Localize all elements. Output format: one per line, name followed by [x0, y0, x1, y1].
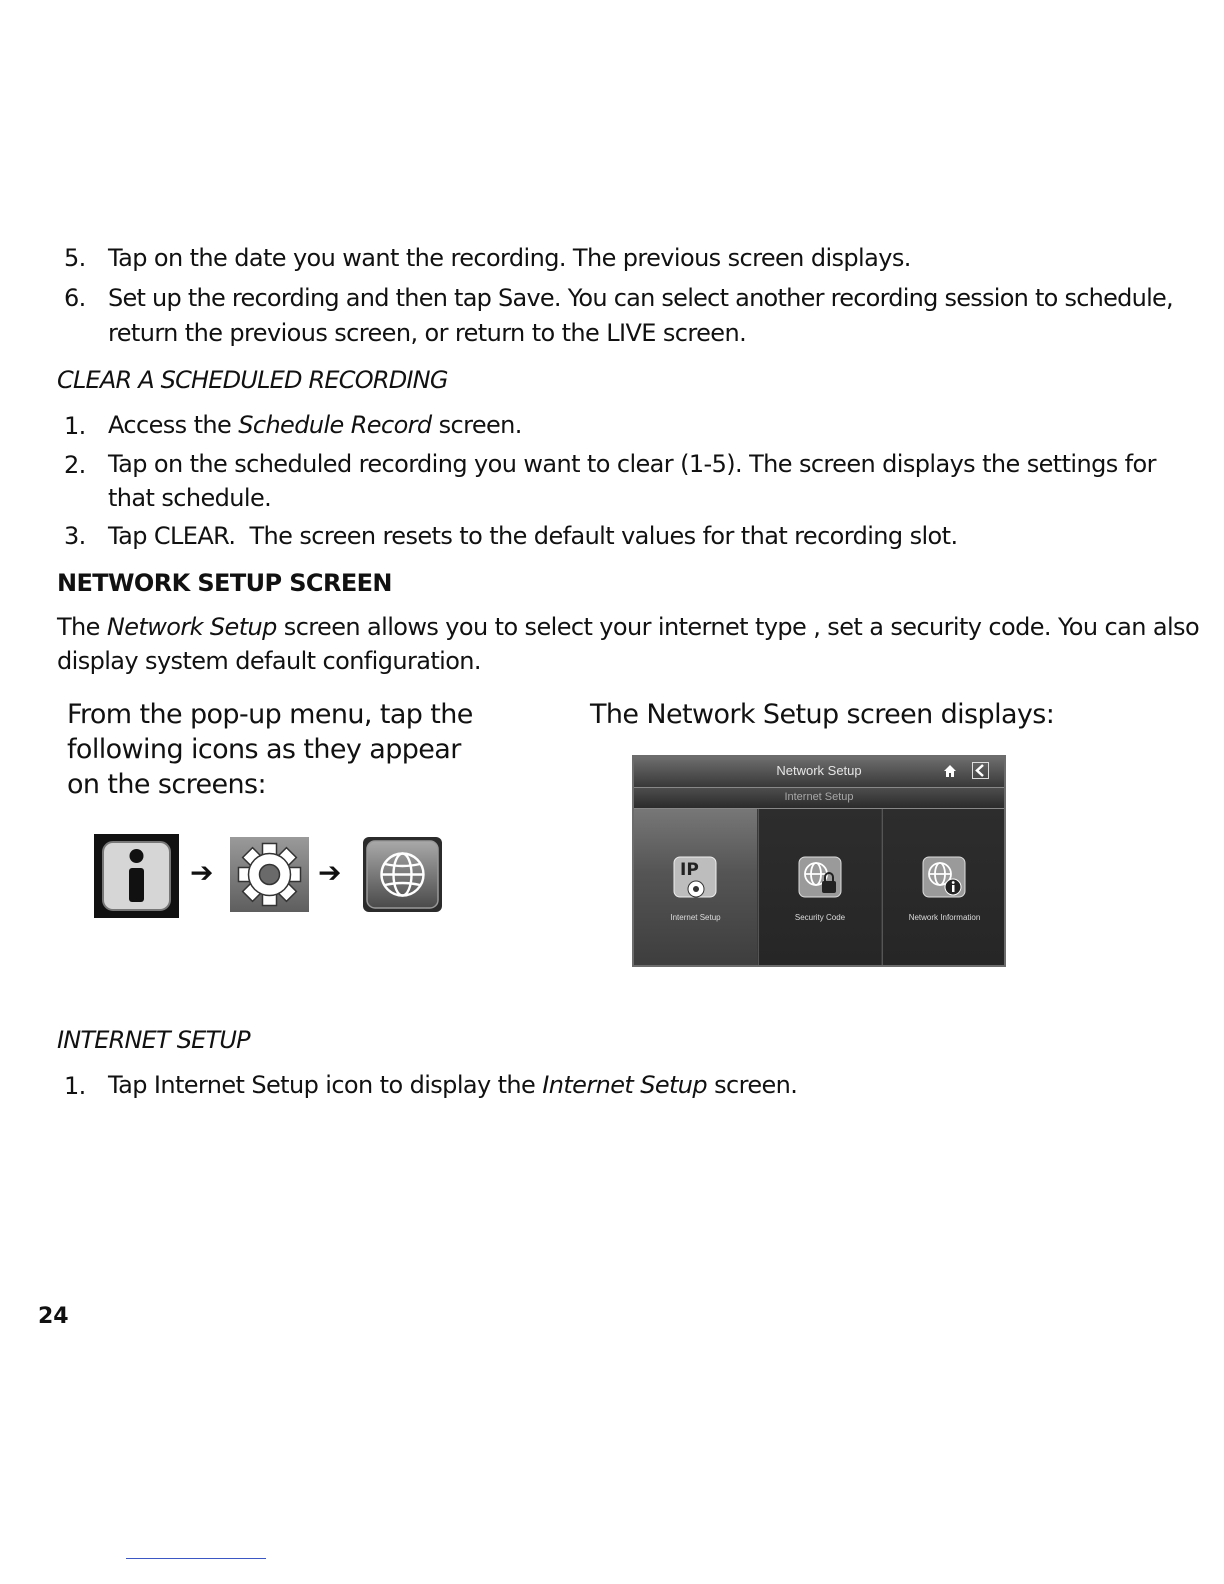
section-heading-clear: CLEAR A SCHEDULED RECORDING — [57, 366, 448, 394]
tile-label: Network Information — [908, 913, 981, 922]
footnote-rule — [126, 1558, 266, 1559]
arrow-icon: ➔ — [190, 856, 214, 889]
clear-step-2-line-2: that schedule. — [108, 484, 272, 512]
tile-network-information[interactable] — [882, 809, 1006, 967]
step-number: 1. — [64, 412, 86, 440]
step-5-text: Tap on the date you want the recording. The previous screen displays. — [108, 244, 911, 272]
home-icon[interactable] — [942, 763, 958, 779]
globe-info-icon — [921, 855, 967, 899]
network-intro-line-2: display system default configuration. — [57, 647, 481, 675]
step-number: 6. — [64, 284, 86, 312]
callout-left-line-2: following icons as they appear — [67, 734, 461, 765]
page-number: 24 — [38, 1304, 69, 1329]
network-setup-screenshot — [632, 755, 1006, 967]
internet-step-1: Tap Internet Setup icon to display the Internet Setup screen. — [108, 1071, 798, 1099]
step-6-line-1: Set up the recording and then tap Save. You can select another recording session to schedule, — [108, 284, 1173, 312]
callout-right: The Network Setup screen displays: — [590, 699, 1055, 730]
screen-title: Network Setup — [776, 763, 862, 778]
gear-icon — [230, 837, 309, 912]
callout-left-line-1: From the pop-up menu, tap the — [67, 699, 473, 730]
step-number: 2. — [64, 451, 86, 479]
screen-subtitle: Internet Setup — [784, 791, 854, 803]
step-number: 1. — [64, 1072, 86, 1100]
section-heading-internet: INTERNET SETUP — [57, 1026, 250, 1054]
tile-label: Security Code — [794, 913, 846, 922]
step-number: 5. — [64, 244, 86, 272]
arrow-icon: ➔ — [318, 856, 342, 889]
ip-badge: IP — [680, 860, 699, 880]
back-icon[interactable] — [972, 762, 989, 779]
tile-internet-setup[interactable] — [634, 809, 757, 967]
step-6-line-2: return the previous screen, or return to the LIVE screen. — [108, 319, 747, 347]
tile-security-code[interactable] — [758, 809, 881, 967]
screen-subtitle-bar — [634, 787, 1004, 809]
step-number: 3. — [64, 522, 86, 550]
info-icon — [94, 834, 179, 918]
network-intro-line-1: The Network Setup screen allows you to select your internet type , set a security code. You can also — [57, 613, 1200, 641]
clear-step-2-line-1: Tap on the scheduled recording you want to clear (1-5). The screen displays the settings for — [108, 450, 1156, 478]
callout-left-line-3: on the screens: — [67, 769, 267, 800]
clear-step-1: Access the Schedule Record screen. — [108, 411, 522, 439]
tile-label: Internet Setup — [670, 913, 721, 922]
globe-lock-icon — [797, 855, 843, 899]
section-heading-network: NETWORK SETUP SCREEN — [57, 569, 392, 597]
screen-title-bar — [634, 757, 1004, 785]
ip-gear-icon — [672, 855, 718, 899]
clear-step-3: Tap CLEAR. The screen resets to the default values for that recording slot. — [108, 522, 958, 550]
globe-icon — [363, 837, 442, 912]
